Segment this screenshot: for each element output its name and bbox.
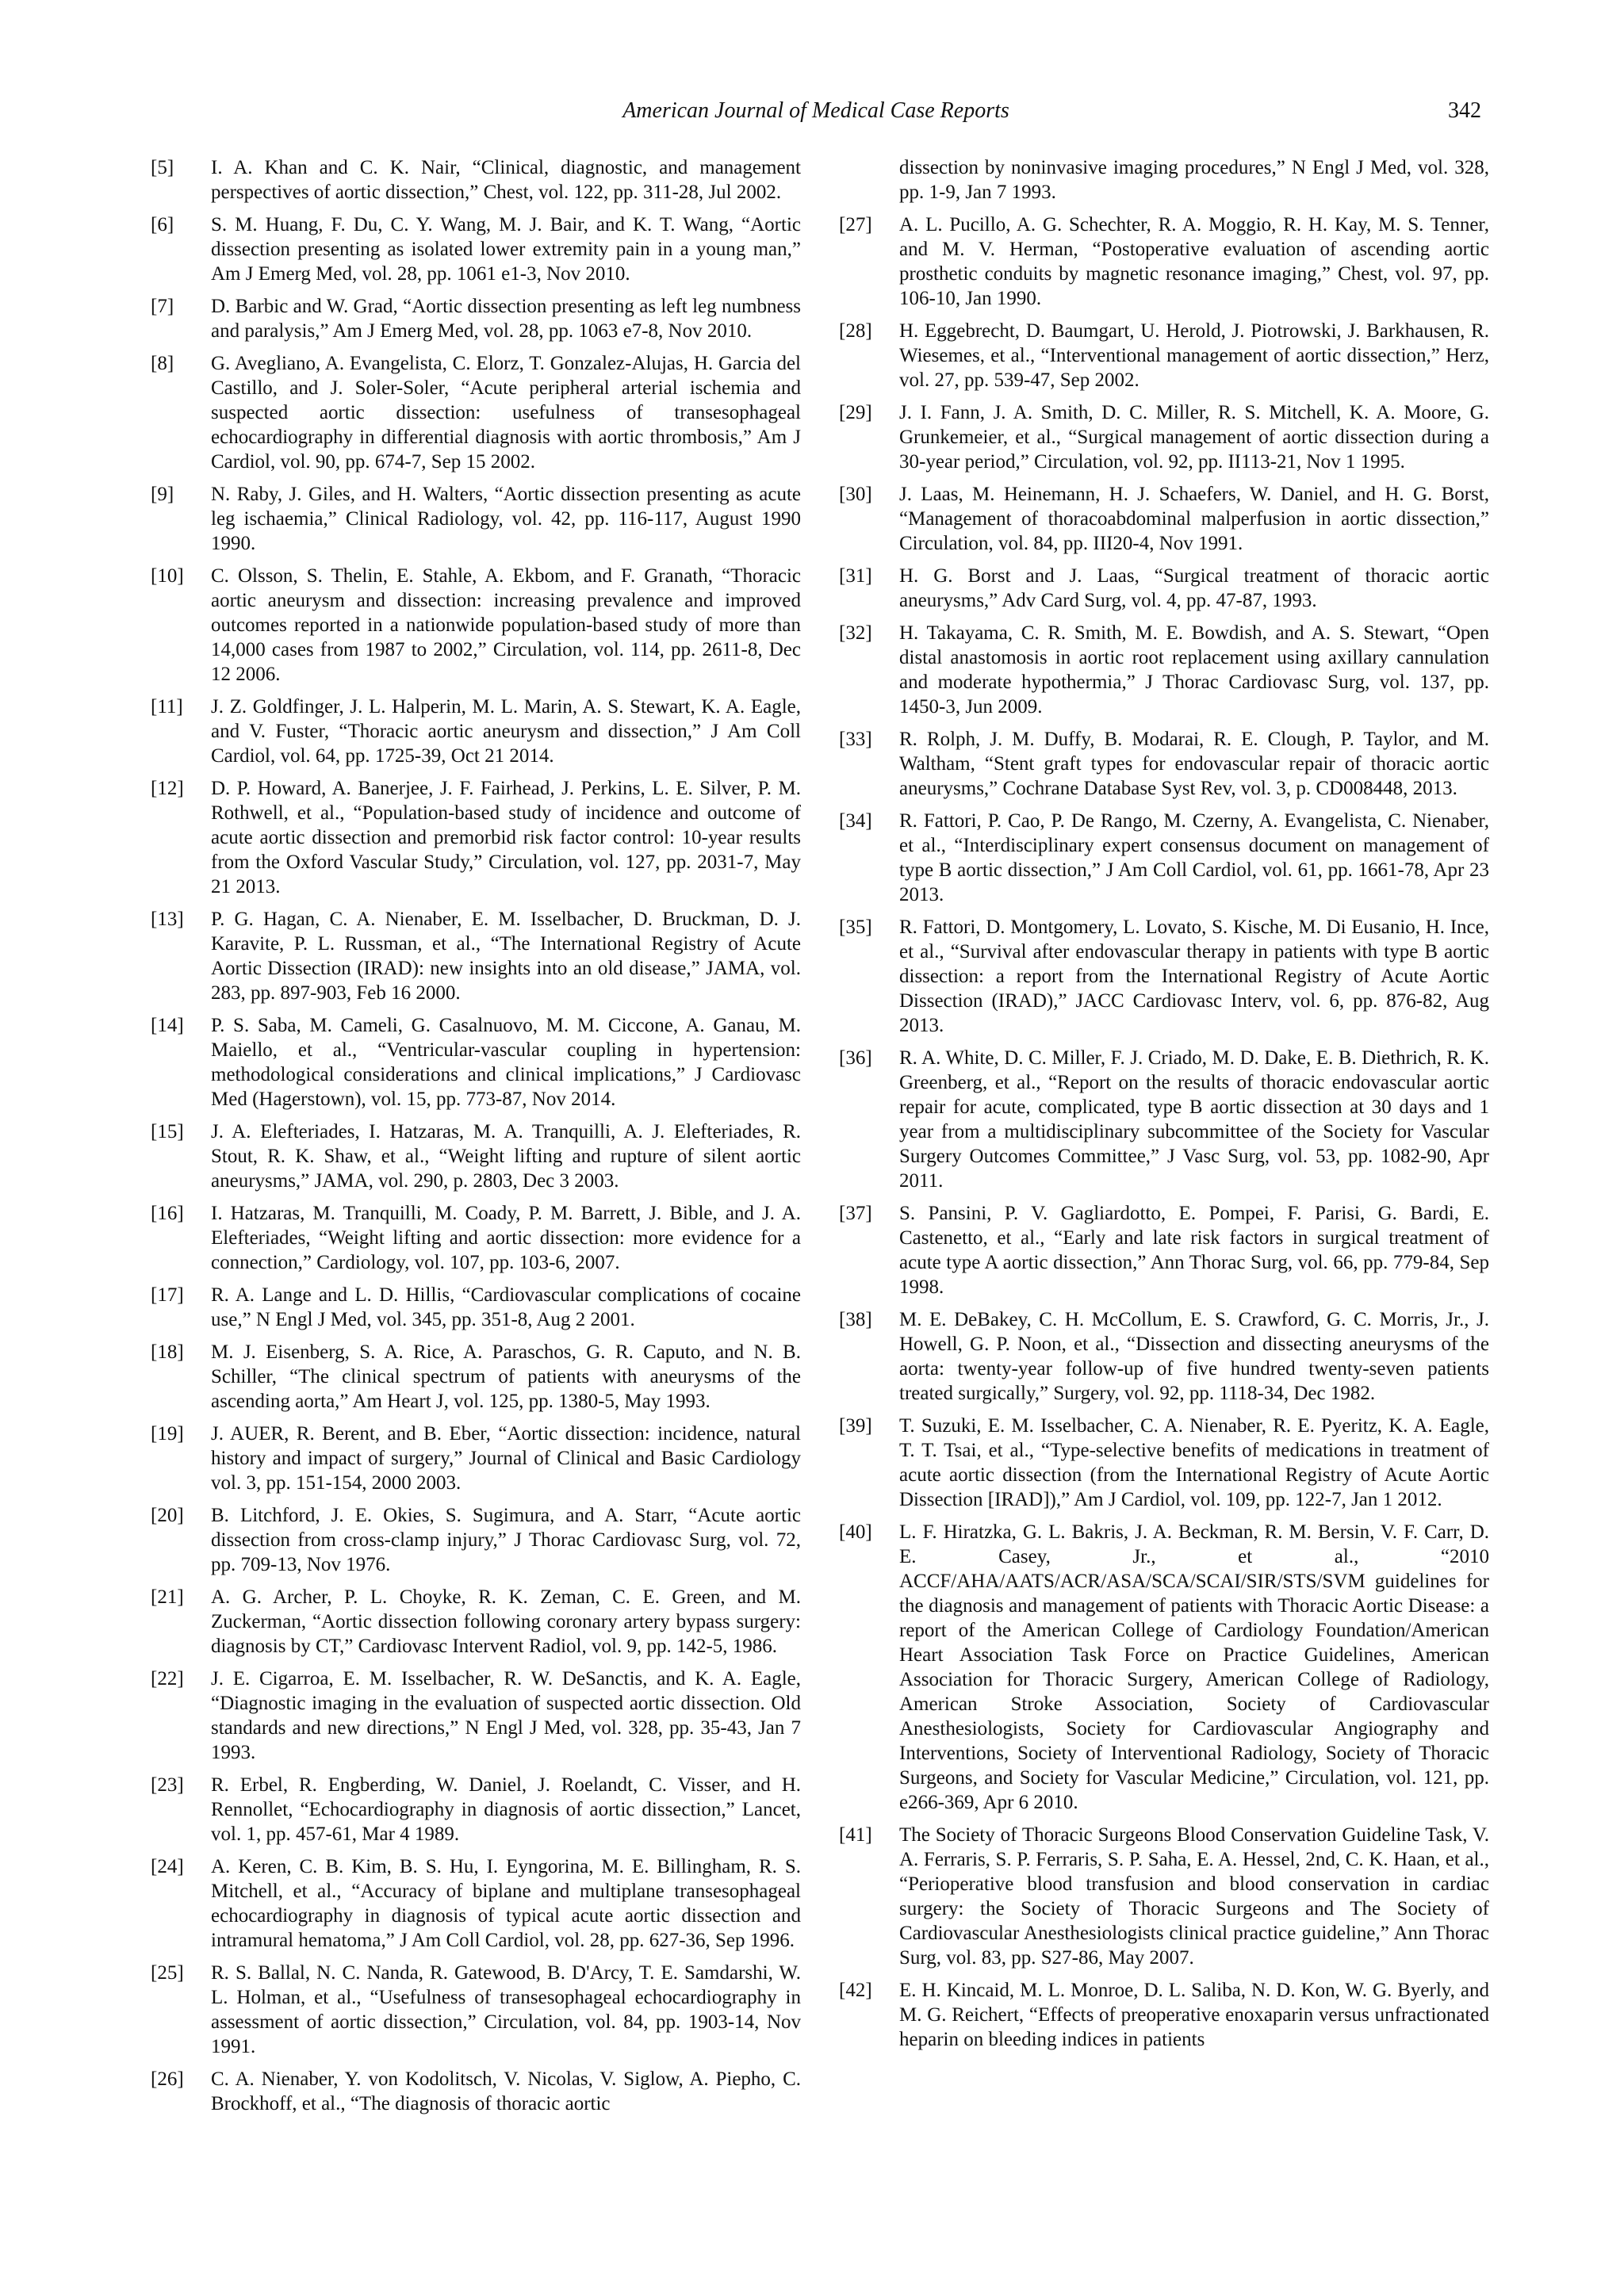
reference-entry — [151, 212, 801, 286]
reference-number: [41] — [839, 1824, 872, 1846]
reference-entry — [151, 1667, 801, 1765]
reference-entry — [839, 1823, 1489, 1970]
reference-text: A. L. Pucillo, A. G. Schechter, R. A. Moggio, R. H. Kay, M. S. Tenner, and M. V. Herman, “Postoperative evaluation of ascending aortic prosthetic conduits by magnetic resonance imaging,” Chest, vol. 97, pp. 106-10, Jan 1990. — [899, 214, 1489, 309]
reference-entry — [151, 482, 801, 556]
reference-number: [18] — [151, 1341, 184, 1363]
reference-number: [15] — [151, 1121, 184, 1142]
reference-text: J. Laas, M. Heinemann, H. J. Schaefers, W. Daniel, and H. G. Borst, “Management of thoracoabdominal malperfusion in aortic dissection,” Circulation, vol. 84, pp. III20-4, Nov 1991. — [899, 484, 1489, 554]
reference-text: L. F. Hiratzka, G. L. Bakris, J. A. Beckman, R. M. Bersin, V. F. Carr, D. E. Casey, Jr., et al., “2010 ACCF/AHA/AATS/ACR/ASA/SCA/SCAI/SIR/STS/SVM guidelines for the diagnosis and management of patients with Thoracic Aortic Disease: a report of the American College of Cardiology Foundation/American Heart Association Task Force on Practice Guidelines, American Association for Thoracic Surgery, American College of Radiology, American Stroke Association, Society of Cardiovascular Anesthesiologists, Society for Cardiovascular Angiography and Interventions, Society of Interventional Radiology, Society of Thoracic Surgeons, and Society for Vascular Medicine,” Circulation, vol. 121, pp. e266-369, Apr 6 2010. — [899, 1521, 1489, 1813]
reference-number: [37] — [839, 1203, 872, 1224]
references-left-column — [151, 155, 801, 2124]
reference-number: [14] — [151, 1015, 184, 1036]
reference-text: P. G. Hagan, C. A. Nienaber, E. M. Isselbacher, D. Bruckman, D. J. Karavite, P. L. Russman, et al., “The International Registry of Acute Aortic Dissection (IRAD): new insights into an old disease,” JAMA, vol. 283, pp. 897-903, Feb 16 2000. — [211, 909, 801, 1004]
reference-entry — [151, 351, 801, 474]
reference-number: [27] — [839, 214, 872, 235]
reference-number: [38] — [839, 1309, 872, 1330]
reference-number: [24] — [151, 1856, 184, 1877]
reference-entry — [151, 695, 801, 768]
reference-number: [21] — [151, 1586, 184, 1608]
page-header — [151, 95, 1481, 127]
reference-entry — [839, 1307, 1489, 1406]
reference-number: [10] — [151, 565, 184, 587]
reference-number: [12] — [151, 778, 184, 799]
reference-number: [6] — [151, 214, 174, 235]
reference-entry — [151, 1854, 801, 1953]
reference-text: P. S. Saba, M. Cameli, G. Casalnuovo, M. M. Ciccone, A. Ganau, M. Maiello, et al., “Ventricular-vascular coupling in hypertension: methodological considerations and clinical implications,” J Cardiovasc Med (Hagerstown), vol. 15, pp. 773-87, Nov 2014. — [211, 1015, 801, 1110]
reference-number: [11] — [151, 696, 183, 718]
reference-text: R. Fattori, P. Cao, P. De Rango, M. Czerny, A. Evangelista, C. Nienaber, et al., “Interdisciplinary expert consensus document on management of type B aortic dissection,” J Am Coll Cardiol, vol. 61, pp. 1661-78, Apr 23 2013. — [899, 810, 1489, 905]
reference-text: N. Raby, J. Giles, and H. Walters, “Aortic dissection presenting as acute leg ischaemia,” Clinical Radiology, vol. 42, pp. 116-117, August 1990 1990. — [211, 484, 801, 554]
reference-number: [31] — [839, 565, 872, 587]
reference-text: J. Z. Goldfinger, J. L. Halperin, M. L. Marin, A. S. Stewart, K. A. Eagle, and V. Fuster, “Thoracic aortic aneurysm and dissection,” J Am Coll Cardiol, vol. 64, pp. 1725-39, Oct 21 2014. — [211, 696, 801, 767]
reference-number: [32] — [839, 622, 872, 644]
reference-number: [33] — [839, 729, 872, 750]
reference-entry — [151, 1773, 801, 1846]
reference-text: S. M. Huang, F. Du, C. Y. Wang, M. J. Bair, and K. T. Wang, “Aortic dissection presenting as isolated lower extremity pain in a young man,” Am J Emerg Med, vol. 28, pp. 1061 e1-3, Nov 2010. — [211, 214, 801, 285]
reference-number: [40] — [839, 1521, 872, 1543]
reference-text: I. Hatzaras, M. Tranquilli, M. Coady, P. M. Barrett, J. Bible, and J. A. Elefteriades, “Weight lifting and aortic dissection: more evidence for a connection,” Cardiology, vol. 107, pp. 103-6, 2007. — [211, 1203, 801, 1273]
reference-text: J. A. Elefteriades, I. Hatzaras, M. A. Tranquilli, A. J. Elefteriades, R. Stout, R. K. Shaw, et al., “Weight lifting and rupture of silent aortic aneurysms,” JAMA, vol. 290, p. 2803, Dec 3 2003. — [211, 1121, 801, 1192]
reference-entry — [151, 155, 801, 205]
reference-text: R. S. Ballal, N. C. Nanda, R. Gatewood, B. D'Arcy, T. E. Samdarshi, W. L. Holman, et al., “Usefulness of transesophageal echocardiography in assessment of aortic dissection,” Circulation, vol. 84, pp. 1903-14, Nov 1991. — [211, 1962, 801, 2057]
references-right-list — [839, 212, 1489, 2052]
reference-text: H. Takayama, C. R. Smith, M. E. Bowdish, and A. S. Stewart, “Open distal anastomosis in aortic root replacement using axillary cannulation and moderate hypothermia,” J Thorac Cardiovasc Surg, vol. 137, pp. 1450-3, Jun 2009. — [899, 622, 1489, 718]
reference-text: A. Keren, C. B. Kim, B. S. Hu, I. Eyngorina, M. E. Billingham, R. S. Mitchell, et al., “Accuracy of biplane and multiplane transesophageal echocardiography in diagnosis of typical acute aortic dissection and intramural hematoma,” J Am Coll Cardiol, vol. 28, pp. 627-36, Sep 1996. — [211, 1856, 801, 1951]
reference-entry — [839, 1978, 1489, 2052]
reference-entry — [151, 1961, 801, 2059]
reference-number: [35] — [839, 916, 872, 938]
reference-text: R. A. White, D. C. Miller, F. J. Criado, M. D. Dake, E. B. Diethrich, R. K. Greenberg, et al., “Report on the results of thoracic endovascular aortic repair for acute, complicated, type B aortic dissection at 30 days and 1 year from a multidisciplinary subcommittee of the Society for Vascular Surgery Outcomes Committee,” J Vasc Surg, vol. 53, pp. 1082-90, Apr 2011. — [899, 1047, 1489, 1192]
reference-text: J. I. Fann, J. A. Smith, D. C. Miller, R. S. Mitchell, K. A. Moore, G. Grunkemeier, et al., “Surgical management of aortic dissection during a 30-year period,” Circulation, vol. 92, pp. II113-21, Nov 1 1995. — [899, 402, 1489, 473]
reference-entry — [839, 809, 1489, 907]
reference-entry — [151, 2067, 801, 2116]
reference-entry — [839, 1201, 1489, 1299]
reference-continuation: dissection by noninvasive imaging procedures,” N Engl J Med, vol. 328, pp. 1-9, Jan 7 1993. — [899, 157, 1489, 203]
reference-number: [39] — [839, 1415, 872, 1437]
reference-entry — [839, 482, 1489, 556]
reference-entry — [839, 727, 1489, 801]
reference-text: G. Avegliano, A. Evangelista, C. Elorz, T. Gonzalez-Alujas, H. Garcia del Castillo, and J. Soler-Soler, “Acute peripheral arterial ischemia and suspected aortic dissection: usefulness of transesophageal echocardiography in differential diagnosis with aortic thrombosis,” Am J Cardiol, vol. 90, pp. 674-7, Sep 15 2002. — [211, 353, 801, 473]
reference-text: S. Pansini, P. V. Gagliardotto, E. Pompei, F. Parisi, G. Bardi, E. Castenetto, et al., “Early and late risk factors in surgical treatment of acute type A aortic dissection,” Ann Thorac Surg, vol. 66, pp. 779-84, Sep 1998. — [899, 1203, 1489, 1298]
reference-entry — [151, 564, 801, 687]
reference-entry — [839, 319, 1489, 392]
reference-entry — [839, 915, 1489, 1038]
references-right-column — [839, 155, 1489, 2060]
reference-entry — [151, 1422, 801, 1495]
reference-entry — [839, 212, 1489, 311]
journal-title: American Journal of Medical Case Reports — [622, 98, 1009, 123]
reference-text: B. Litchford, J. E. Okies, S. Sugimura, and A. Starr, “Acute aortic dissection from cross-clamp injury,” J Thorac Cardiovasc Surg, vol. 72, pp. 709-13, Nov 1976. — [211, 1505, 801, 1575]
reference-entry — [839, 400, 1489, 474]
reference-text: H. G. Borst and J. Laas, “Surgical treatment of thoracic aortic aneurysms,” Adv Card Surg, vol. 4, pp. 47-87, 1993. — [899, 565, 1489, 611]
reference-text: M. J. Eisenberg, S. A. Rice, A. Paraschos, G. R. Caputo, and N. B. Schiller, “The clinical spectrum of patients with aneurysms of the ascending aorta,” Am Heart J, vol. 125, pp. 1380-5, May 1993. — [211, 1341, 801, 1412]
reference-entry — [151, 1585, 801, 1659]
reference-entry — [839, 1046, 1489, 1193]
reference-entry — [151, 1201, 801, 1275]
reference-number: [25] — [151, 1962, 184, 1984]
reference-number: [34] — [839, 810, 872, 832]
reference-text: D. Barbic and W. Grad, “Aortic dissection presenting as left leg numbness and paralysis,” Am J Emerg Med, vol. 28, pp. 1063 e7-8, Nov 2010. — [211, 296, 801, 342]
reference-text: R. A. Lange and L. D. Hillis, “Cardiovascular complications of cocaine use,” N Engl J Med, vol. 345, pp. 351-8, Aug 2 2001. — [211, 1284, 801, 1330]
reference-entry — [151, 1340, 801, 1414]
reference-text: R. Rolph, J. M. Duffy, B. Modarai, R. E. Clough, P. Taylor, and M. Waltham, “Stent graft types for endovascular repair of thoracic aortic aneurysms,” Cochrane Database Syst Rev, vol. 3, p. CD008448, 2013. — [899, 729, 1489, 799]
reference-number: [36] — [839, 1047, 872, 1069]
reference-text: J. AUER, R. Berent, and B. Eber, “Aortic dissection: incidence, natural history and impact of surgery,” Journal of Clinical and Basic Cardiology vol. 3, pp. 151-154, 2000 2003. — [211, 1423, 801, 1494]
reference-number: [17] — [151, 1284, 184, 1306]
reference-number: [8] — [151, 353, 174, 374]
reference-text: R. Fattori, D. Montgomery, L. Lovato, S. Kische, M. Di Eusanio, H. Ince, et al., “Survival after endovascular therapy in patients with type B aortic dissection: a report from the International Registry of Acute Aortic Dissection (IRAD),” JACC Cardiovasc Interv, vol. 6, pp. 876-82, Aug 2013. — [899, 916, 1489, 1036]
reference-number: [29] — [839, 402, 872, 423]
reference-number: [26] — [151, 2068, 184, 2090]
reference-number: [19] — [151, 1423, 184, 1445]
reference-number: [20] — [151, 1505, 184, 1526]
reference-text: T. Suzuki, E. M. Isselbacher, C. A. Nienaber, R. E. Pyeritz, K. A. Eagle, T. T. Tsai, et al., “Type-selective benefits of medications in treatment of acute aortic dissection (from the International Registry of Acute Aortic Dissection [IRAD]),” Am J Cardiol, vol. 109, pp. 122-7, Jan 1 2012. — [899, 1415, 1489, 1510]
reference-text: E. H. Kincaid, M. L. Monroe, D. L. Saliba, N. D. Kon, W. G. Byerly, and M. G. Reichert, “Effects of preoperative enoxaparin versus unfractionated heparin on bleeding indices in patients — [899, 1980, 1489, 2050]
reference-entry — [839, 564, 1489, 613]
reference-entry — [151, 907, 801, 1005]
reference-entry — [151, 1119, 801, 1193]
reference-number: [42] — [839, 1980, 872, 2001]
reference-number: [23] — [151, 1774, 184, 1796]
reference-number: [22] — [151, 1668, 184, 1689]
reference-entry — [151, 294, 801, 343]
reference-entry — [151, 1013, 801, 1112]
reference-number: [7] — [151, 296, 174, 317]
reference-number: [13] — [151, 909, 184, 930]
reference-entry — [839, 621, 1489, 719]
reference-number: [5] — [151, 157, 174, 178]
reference-entry — [151, 1503, 801, 1577]
reference-entry — [839, 1520, 1489, 1815]
reference-text: H. Eggebrecht, D. Baumgart, U. Herold, J. Piotrowski, J. Barkhausen, R. Wiesemes, et al., “Interventional management of aortic dissection,” Herz, vol. 27, pp. 539-47, Sep 2002. — [899, 320, 1489, 391]
reference-entry — [151, 776, 801, 899]
reference-text: I. A. Khan and C. K. Nair, “Clinical, diagnostic, and management perspectives of aortic dissection,” Chest, vol. 122, pp. 311-28, Jul 2002. — [211, 157, 801, 203]
reference-text: C. A. Nienaber, Y. von Kodolitsch, V. Nicolas, V. Siglow, A. Piepho, C. Brockhoff, et al., “The diagnosis of thoracic aortic — [211, 2068, 801, 2114]
reference-number: [9] — [151, 484, 174, 505]
reference-number: [28] — [839, 320, 872, 342]
reference-entry — [151, 1283, 801, 1332]
reference-text: C. Olsson, S. Thelin, E. Stahle, A. Ekbom, and F. Granath, “Thoracic aortic aneurysm and dissection: increasing prevalence and improved outcomes reported in a nationwide population-based study of more than 14,000 cases from 1987 to 2002,” Circulation, vol. 114, pp. 2611-8, Dec 12 2006. — [211, 565, 801, 685]
reference-text: A. G. Archer, P. L. Choyke, R. K. Zeman, C. E. Green, and M. Zuckerman, “Aortic dissection following coronary artery bypass surgery: diagnosis by CT,” Cardiovasc Intervent Radiol, vol. 9, pp. 142-5, 1986. — [211, 1586, 801, 1657]
reference-text: R. Erbel, R. Engberding, W. Daniel, J. Roelandt, C. Visser, and H. Rennollet, “Echocardiography in diagnosis of aortic dissection,” Lancet, vol. 1, pp. 457-61, Mar 4 1989. — [211, 1774, 801, 1845]
reference-text: J. E. Cigarroa, E. M. Isselbacher, R. W. DeSanctis, and K. A. Eagle, “Diagnostic imaging in the evaluation of suspected aortic dissection. Old standards and new directions,” N Engl J Med, vol. 328, pp. 35-43, Jan 7 1993. — [211, 1668, 801, 1763]
reference-text: The Society of Thoracic Surgeons Blood Conservation Guideline Task, V. A. Ferraris, S. P. Ferraris, S. P. Saha, E. A. Hessel, 2nd, C. K. Haan, et al., “Perioperative blood transfusion and blood conservation in cardiac surgery: the Society of Thoracic Surgeons and The Society of Cardiovascular Anesthesiologists clinical practice guideline,” Ann Thorac Surg, vol. 83, pp. S27-86, May 2007. — [899, 1824, 1489, 1969]
reference-entry — [839, 1414, 1489, 1512]
reference-number: [16] — [151, 1203, 184, 1224]
reference-number: [30] — [839, 484, 872, 505]
page-number: 342 — [1448, 98, 1481, 123]
reference-text: M. E. DeBakey, C. H. McCollum, E. S. Crawford, G. C. Morris, Jr., J. Howell, G. P. Noon, et al., “Dissection and dissecting aneurysms of the aorta: twenty-year follow-up of five hundred twenty-seven patients treated surgically,” Surgery, vol. 92, pp. 1118-34, Dec 1982. — [899, 1309, 1489, 1404]
reference-text: D. P. Howard, A. Banerjee, J. F. Fairhead, J. Perkins, L. E. Silver, P. M. Rothwell, et al., “Population-based study of incidence and outcome of acute aortic dissection and premorbid risk factor control: 10-year results from the Oxford Vascular Study,” Circulation, vol. 127, pp. 2031-7, May 21 2013. — [211, 778, 801, 897]
